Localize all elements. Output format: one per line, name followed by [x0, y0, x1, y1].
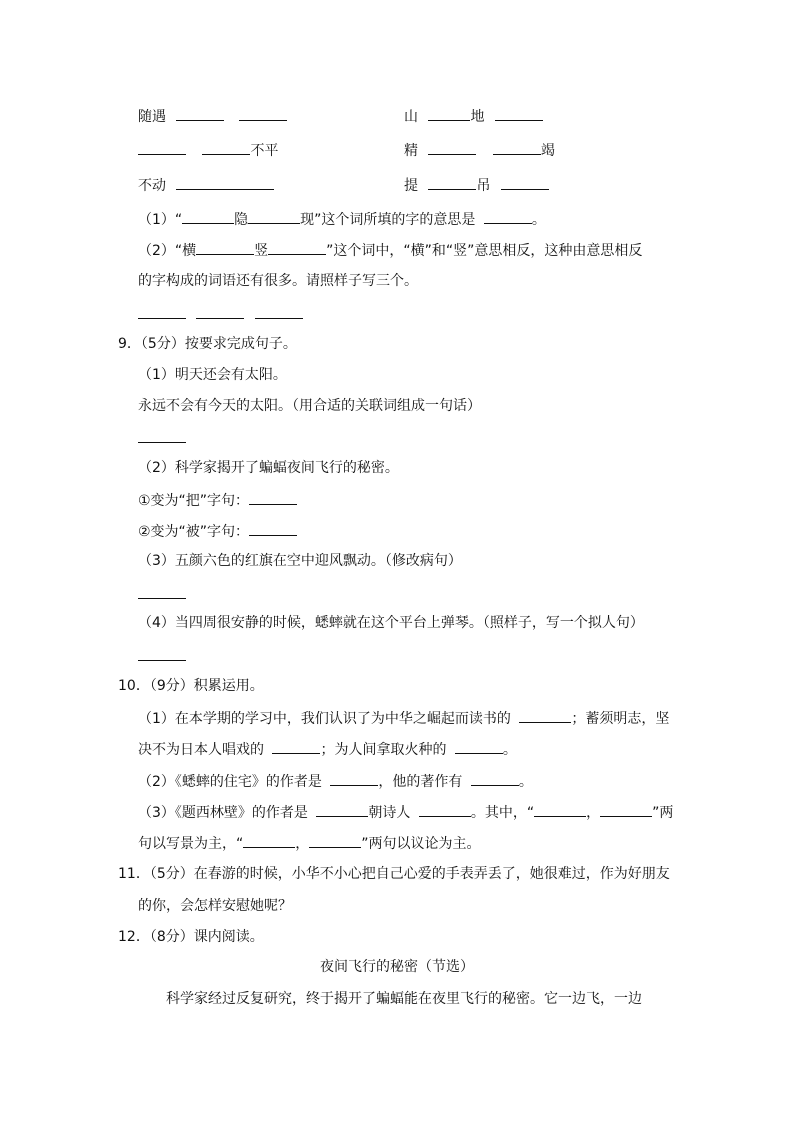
passage-title: 夜间飞行的秘密（节选） [320, 959, 474, 975]
answer-blank[interactable] [428, 105, 470, 121]
passage-text: 科学家经过反复研究，终于揭开了蝙蝠能在夜里飞行的秘密。它一边飞，一边 [166, 991, 642, 1007]
answer-blank[interactable] [138, 139, 186, 155]
q11-line-2: 的你，会怎样安慰她呢？ [138, 898, 292, 914]
answer-blank[interactable] [268, 239, 326, 255]
q9-part-1-prompt: 永远不会有今天的太阳。（用合适的关联词组成一句话） [138, 398, 481, 414]
answer-blank[interactable] [138, 583, 186, 599]
answer-blank[interactable] [428, 174, 476, 190]
answer-blank[interactable] [534, 801, 586, 817]
answer-blank[interactable] [600, 801, 652, 817]
q9-answer-4 [138, 645, 186, 665]
q9-answer-3 [138, 583, 186, 603]
answer-blank[interactable] [501, 174, 549, 190]
answer-blank[interactable] [419, 801, 471, 817]
q9-answer-1 [138, 427, 186, 447]
answer-blank[interactable] [455, 738, 503, 754]
grid-row-2-left: 不平 [138, 139, 278, 159]
answer-blank[interactable] [138, 645, 186, 661]
answer-blank[interactable] [196, 303, 244, 319]
answer-blank[interactable] [495, 105, 543, 121]
q8-sub-1: （1）“ 隐 现”这个词所填的字的意思是 。 [138, 208, 546, 228]
answer-blank[interactable] [176, 105, 224, 121]
q8-sub-2-cont: 的字构成的词语还有很多。请照样子写三个。 [138, 273, 418, 289]
q9-part-2a: ①变为“把”字句： [138, 489, 297, 509]
q9-part-1: （1）明天还会有太阳。 [138, 367, 287, 383]
answer-blank[interactable] [471, 770, 519, 786]
q9-part-2b: ②变为“被”字句： [138, 520, 297, 540]
q11-line-1: 11．（5分）在春游的时候，小华不小心把自己心爱的手表弄丢了，她很难过，作为好朋友 [118, 866, 670, 882]
q10-line-1: （1）在本学期的学习中，我们认识了为中华之崛起而读书的 ；蓄须明志，坚 [138, 707, 669, 727]
answer-blank[interactable] [196, 239, 254, 255]
answer-blank[interactable] [484, 208, 532, 224]
answer-blank[interactable] [519, 707, 571, 723]
answer-blank[interactable] [316, 801, 368, 817]
q10-line-3: （2）《蟋蟀的住宅》的作者是 ，他的著作有 。 [138, 770, 533, 790]
q10-heading: 10．（9分）积累运用。 [118, 678, 264, 694]
grid-row-1-left: 随遇 [138, 105, 287, 125]
q9-part-2: （2）科学家揭开了蝙蝠夜间飞行的秘密。 [138, 460, 399, 476]
q10-line-5: 句以写景为主，“ ， ”两句以议论为主。 [138, 832, 481, 852]
q9-part-3: （3）五颜六色的红旗在空中迎风飘动。（修改病句） [138, 553, 462, 569]
q9-heading: 9．（5分）按要求完成句子。 [118, 336, 297, 352]
q10-line-4: （3）《题西林壁》的作者是 朝诗人 。其中，“ ， ”两 [138, 801, 673, 821]
answer-blank[interactable] [493, 139, 541, 155]
answer-blank[interactable] [202, 139, 250, 155]
answer-blank[interactable] [249, 520, 297, 536]
answer-blank[interactable] [243, 832, 295, 848]
answer-blank[interactable] [239, 105, 287, 121]
grid-row-1-right: 山 地 [404, 105, 543, 125]
answer-blank[interactable] [428, 139, 476, 155]
answer-blank[interactable] [309, 832, 361, 848]
grid-row-3-right: 提 吊 [404, 174, 549, 194]
grid-row-3-left: 不动 [138, 174, 274, 194]
q8-sub-2: （2）“横 竖 ”这个词中，“横”和“竖”意思相反，这种由意思相反 [138, 239, 642, 259]
q12-heading: 12．（8分）课内阅读。 [118, 929, 264, 945]
answer-blank[interactable] [138, 303, 186, 319]
q8-answer-line [138, 303, 303, 323]
answer-blank[interactable] [138, 427, 186, 443]
answer-blank[interactable] [272, 738, 320, 754]
answer-blank[interactable] [255, 303, 303, 319]
answer-blank[interactable] [176, 174, 274, 190]
answer-blank[interactable] [248, 208, 300, 224]
grid-row-2-right: 精 竭 [404, 139, 555, 159]
answer-blank[interactable] [182, 208, 234, 224]
q9-part-4: （4）当四周很安静的时候，蟋蟀就在这个平台上弹琴。（照样子，写一个拟人句） [138, 615, 644, 631]
q10-line-2: 决不为日本人唱戏的 ；为人间拿取火种的 。 [138, 738, 517, 758]
answer-blank[interactable] [330, 770, 378, 786]
answer-blank[interactable] [249, 489, 297, 505]
